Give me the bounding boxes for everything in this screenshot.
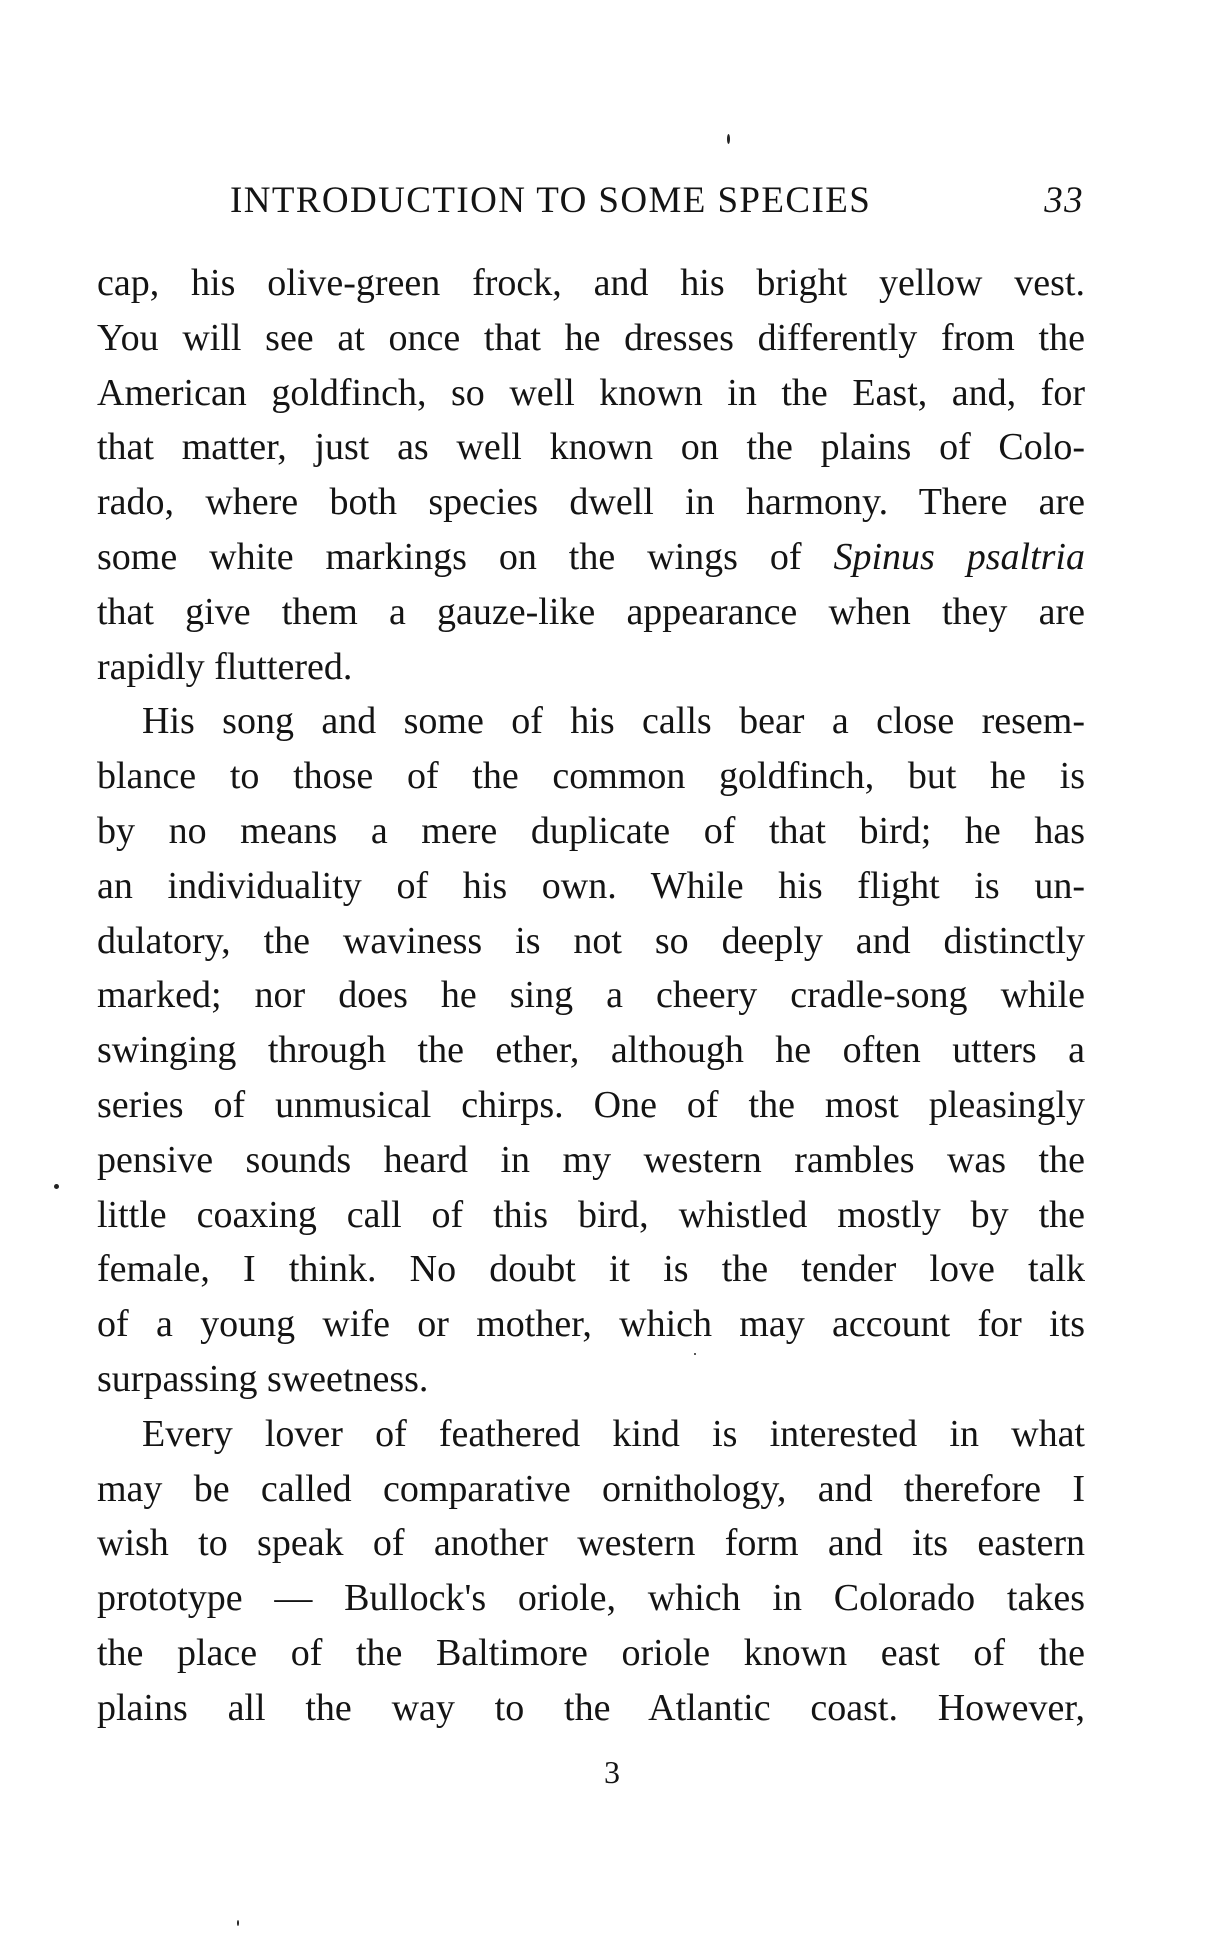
- text-line: little coaxing call of this bird, whistled mostly by the: [97, 1193, 1085, 1236]
- text-line: American goldfinch, so well known in the East, and, for: [97, 371, 1085, 414]
- text-line: that matter, just as well known on the plains of Colo-: [97, 426, 1085, 469]
- scan-speck: [237, 1920, 239, 1926]
- scan-speck: [727, 134, 730, 144]
- running-title: INTRODUCTION TO SOME SPECIES: [230, 180, 872, 221]
- text-line: of a young wife or mother, which may account for its: [97, 1303, 1085, 1346]
- scan-speck: [694, 1353, 696, 1355]
- text-line: blance to those of the common goldfinch, but he is: [97, 755, 1085, 798]
- text-line: pensive sounds heard in my western rambles was the: [97, 1138, 1085, 1181]
- running-head: [230, 176, 1084, 226]
- text-line: female, I think. No doubt it is the tender love talk: [97, 1248, 1085, 1291]
- text-line: series of unmusical chirps. One of the most pleasingly: [97, 1083, 1085, 1126]
- text-line: rapidly fluttered.: [97, 645, 353, 688]
- text-line: the place of the Baltimore oriole known east of the: [97, 1631, 1085, 1674]
- text-line: swinging through the ether, although he often utters a: [97, 1029, 1085, 1072]
- text-line: surpassing sweetness.: [97, 1357, 429, 1400]
- text-line: an individuality of his own. While his flight is un-: [97, 864, 1085, 907]
- page-number: 33: [1044, 180, 1084, 221]
- species-name-italic: Spinus psaltria: [833, 535, 1085, 578]
- text-line: plains all the way to the Atlantic coast. However,: [97, 1686, 1085, 1729]
- text-line: that give them a gauze-like appearance when they are: [97, 590, 1085, 633]
- paragraph-3: [97, 1407, 1085, 1736]
- text-run: some white markings on the wings of: [97, 535, 834, 578]
- text-line: cap, his olive-green frock, and his bright yellow vest.: [97, 262, 1085, 304]
- text-line: may be called comparative ornithology, and therefore I: [97, 1467, 1085, 1510]
- text-line: wish to speak of another western form and its eastern: [97, 1522, 1085, 1565]
- text-line: prototype — Bullock's oriole, which in Colorado takes: [97, 1577, 1085, 1620]
- signature-mark: 3: [604, 1754, 620, 1790]
- text-line: marked; nor does he sing a cheery cradle-song while: [97, 974, 1085, 1017]
- text-line: You will see at once that he dresses differently from the: [97, 316, 1085, 359]
- text-line: Every lover of feathered kind is interested in what: [142, 1412, 1085, 1455]
- text-line: by no means a mere duplicate of that bird; he has: [97, 809, 1085, 852]
- body-text: [97, 256, 1085, 1736]
- scan-speck: [54, 1184, 59, 1189]
- paragraph-1: [97, 256, 1085, 694]
- text-line: His song and some of his calls bear a close resem-: [142, 700, 1085, 743]
- text-line: rado, where both species dwell in harmony. There are: [97, 481, 1085, 524]
- text-line: [97, 530, 1085, 585]
- text-line: dulatory, the waviness is not so deeply and distinctly: [97, 919, 1085, 962]
- paragraph-2: [97, 694, 1085, 1406]
